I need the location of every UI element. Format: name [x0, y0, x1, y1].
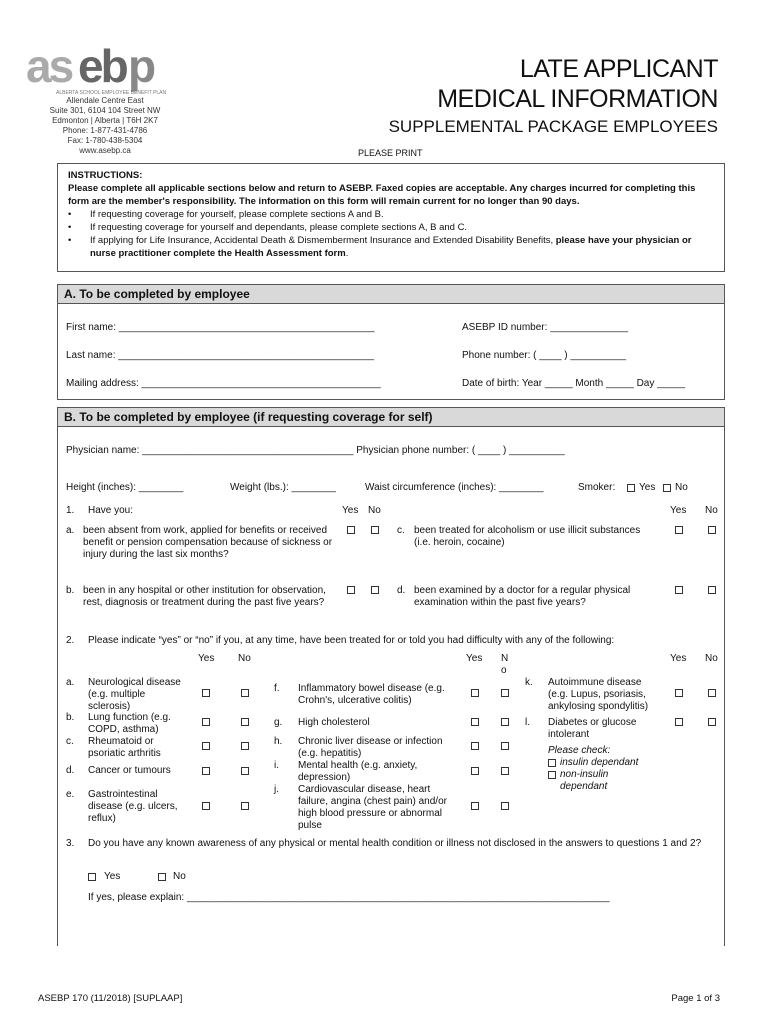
- q2f-yes-checkbox[interactable]: [471, 689, 479, 697]
- q2-text: Please indicate “yes” or “no” if you, at any time, have been treated for or told you had difficulty with any of the following:: [88, 635, 615, 646]
- non-insulin-label: non-insulin dependant: [560, 769, 609, 792]
- address-line: www.asebp.ca: [79, 146, 131, 155]
- q2c-yes-checkbox[interactable]: [202, 742, 210, 750]
- q1-number: 1.: [66, 505, 75, 516]
- q3-no-label: No: [173, 871, 186, 882]
- q2-item-text: Rheumatoid or psoriatic arthritis: [88, 736, 161, 759]
- q1c-yes-checkbox[interactable]: [675, 526, 683, 534]
- q1-item-text: been treated for alcoholism or use illicit substances (i.e. heroin, cocaine): [414, 525, 641, 548]
- q2-item-text: Neurological disease (e.g. multiple sclerosis): [88, 677, 181, 712]
- bullet-3: • If applying for Life Insurance, Accidental Death & Dismemberment Insurance and Extended Disability Benefits, please have your physician or nurse practitioner complete the Health Assessment form.: [68, 235, 692, 259]
- q2-item-text: Chronic liver disease or infection (e.g. hepatitis): [298, 736, 443, 759]
- q2-letter: j.: [274, 784, 279, 795]
- q2d-no-checkbox[interactable]: [241, 767, 249, 775]
- smoker-no-label: No: [675, 482, 688, 493]
- smoker-yes-checkbox[interactable]: [627, 484, 635, 492]
- insulin-dependant-checkbox[interactable]: [548, 759, 556, 767]
- address-line: Suite 301, 6104 104 Street NW: [49, 106, 161, 115]
- q2e-yes-checkbox[interactable]: [202, 802, 210, 810]
- q2-item-text: Lung function (e.g. COPD, asthma): [88, 712, 171, 735]
- bullet-text: If requesting coverage for yourself and dependants, please complete sections A, B and C.: [90, 222, 468, 233]
- asebp-id-field[interactable]: ASEBP ID number: ______________: [462, 322, 629, 333]
- q2-yes-header: Yes: [198, 653, 215, 664]
- q1a-yes-checkbox[interactable]: [347, 526, 355, 534]
- q2-item-text: Mental health (e.g. anxiety, depression): [298, 760, 418, 783]
- q2-number: 2.: [66, 635, 75, 646]
- q3-yes-label: Yes: [104, 871, 121, 882]
- smoker-yes-label: Yes: [639, 482, 656, 493]
- q1-item-letter: d.: [397, 585, 406, 596]
- section-a-header: A. To be completed by employee: [57, 284, 725, 304]
- instructions-box: [57, 163, 725, 272]
- bullet-bold-text: please have your physician or nurse practitioner complete the Health Assessment form: [90, 235, 692, 259]
- q2-letter: e.: [66, 789, 75, 800]
- q3-yes-checkbox[interactable]: [88, 873, 96, 881]
- q2-no-header: No: [705, 653, 718, 664]
- q2-item-text: Cancer or tumours: [88, 765, 171, 776]
- q1-yes-header-right: Yes: [670, 505, 687, 516]
- smoker-no-checkbox[interactable]: [663, 484, 671, 492]
- q2-letter: d.: [66, 765, 75, 776]
- q2b-no-checkbox[interactable]: [241, 718, 249, 726]
- instructions-heading: INSTRUCTIONS:: [68, 170, 143, 181]
- q2d-yes-checkbox[interactable]: [202, 767, 210, 775]
- q2g-yes-checkbox[interactable]: [471, 718, 479, 726]
- q2-item-text: High cholesterol: [298, 717, 370, 728]
- address-line: Phone: 1-877-431-4786: [62, 126, 148, 135]
- title-line3: SUPPLEMENTAL PACKAGE EMPLOYEES: [388, 117, 718, 136]
- q1-item-letter: c.: [397, 525, 405, 536]
- bullet-1: • If requesting coverage for yourself, please complete sections A and B.: [68, 209, 384, 220]
- bullet-end: .: [345, 248, 349, 259]
- svg-text:p: p: [128, 42, 157, 92]
- q2-item-text: Diabetes or glucose intolerant: [548, 717, 637, 740]
- q1d-yes-checkbox[interactable]: [675, 586, 683, 594]
- q2-letter: l.: [525, 717, 530, 728]
- q1a-no-checkbox[interactable]: [371, 526, 379, 534]
- q2l-yes-checkbox[interactable]: [675, 718, 683, 726]
- asebp-logo: [26, 42, 178, 100]
- q1-no-header-right: No: [705, 505, 718, 516]
- q2-letter: b.: [66, 712, 75, 723]
- title-line1: LATE APPLICANT: [519, 55, 718, 83]
- non-insulin-checkbox[interactable]: [548, 771, 556, 779]
- insulin-dependant-label: insulin dependant: [560, 757, 639, 768]
- q1-item-text: been in any hospital or other institution for observation, rest, diagnosis or treatment during the past five years?: [83, 585, 326, 608]
- q2k-yes-checkbox[interactable]: [675, 689, 683, 697]
- form-id: ASEBP 170 (11/2018) [SUPLAAP]: [38, 993, 183, 1004]
- q2-letter: a.: [66, 677, 75, 688]
- q2h-no-checkbox[interactable]: [501, 742, 509, 750]
- smoker-label: Smoker:: [578, 482, 616, 493]
- q2-no-header: No: [238, 653, 251, 664]
- q2a-yes-checkbox[interactable]: [202, 689, 210, 697]
- physician-field[interactable]: Physician name: ______________________________________ Physician phone number: ( ____ ) __________: [66, 445, 565, 456]
- q1b-yes-checkbox[interactable]: [347, 586, 355, 594]
- q2-letter: f.: [274, 683, 280, 694]
- q2f-no-checkbox[interactable]: [501, 689, 509, 697]
- svg-text:ALBERTA SCHOOL EMPLOYEE BENEFI: ALBERTA SCHOOL EMPLOYEE BENEFIT PLAN: [56, 90, 167, 96]
- q2-letter: i.: [274, 760, 279, 771]
- phone-field[interactable]: Phone number: ( ____ ) __________: [462, 350, 627, 361]
- q1-item-letter: a.: [66, 525, 75, 536]
- q1-item-text: been examined by a doctor for a regular physical examination within the past five years?: [414, 585, 631, 608]
- section-b-header: B. To be completed by employee (if requesting coverage for self): [57, 407, 725, 427]
- q3-explain-field[interactable]: If yes, please explain: ____________________________________________________________________________: [88, 892, 610, 903]
- q1d-no-checkbox[interactable]: [708, 586, 716, 594]
- last-name-field[interactable]: Last name: ______________________________________________: [66, 350, 375, 361]
- q1b-no-checkbox[interactable]: [371, 586, 379, 594]
- q2-letter: g.: [274, 717, 283, 728]
- address-line: Fax: 1-780-438-5304: [67, 136, 143, 145]
- q1-yes-header: Yes: [342, 505, 359, 516]
- q1c-no-checkbox[interactable]: [708, 526, 716, 534]
- page-number: Page 1 of 3: [671, 993, 720, 1004]
- q2-yes-header: Yes: [466, 653, 483, 664]
- title-line2: MEDICAL INFORMATION: [437, 85, 718, 113]
- bullet-text: If applying for Life Insurance, Accidental Death & Dismemberment Insurance and Extended Disability Benefits,: [90, 235, 556, 246]
- q2-letter: c.: [66, 736, 74, 747]
- q2e-no-checkbox[interactable]: [241, 802, 249, 810]
- waist-field[interactable]: Waist circumference (inches): ________: [365, 482, 544, 493]
- dob-field[interactable]: Date of birth: Year _____ Month _____ Day _____: [462, 378, 685, 389]
- first-name-field[interactable]: First name: ______________________________________________: [66, 322, 375, 333]
- please-check-label: Please check:: [548, 745, 611, 756]
- q1-text: Have you:: [88, 505, 134, 516]
- q2-no-header: N o: [501, 653, 509, 676]
- svg-text:as: as: [26, 42, 72, 92]
- q2c-no-checkbox[interactable]: [241, 742, 249, 750]
- q2-item-text: Cardiovascular disease, heart failure, angina (chest pain) and/or high blood pressure or abnormal pulse: [298, 784, 447, 831]
- instructions-text: Please complete all applicable sections below and return to ASEBP. Faxed copies are acceptable. Any charges incurred for completing this form are the member's responsibility. The information on this form will remain current for no longer than 90 days.: [68, 183, 696, 207]
- mailing-address-field[interactable]: Mailing address: ___________________________________________: [66, 378, 381, 389]
- height-field[interactable]: Height (inches): ________: [66, 482, 184, 493]
- q2i-yes-checkbox[interactable]: [471, 767, 479, 775]
- weight-field[interactable]: Weight (lbs.): ________: [230, 482, 336, 493]
- please-print: PLEASE PRINT: [358, 148, 423, 158]
- q2b-yes-checkbox[interactable]: [202, 718, 210, 726]
- q1-item-text: been absent from work, applied for benefits or received benefit or pension compensation because of sickness or injury during the last six months?: [83, 525, 333, 560]
- q2h-yes-checkbox[interactable]: [471, 742, 479, 750]
- q2-item-text: Autoimmune disease (e.g. Lupus, psoriasis, ankylosing spondylitis): [548, 677, 649, 712]
- q2g-no-checkbox[interactable]: [501, 718, 509, 726]
- q3-text: Do you have any known awareness of any physical or mental health condition or illness not disclosed in the answers to questions 1 and 2?: [88, 838, 702, 849]
- bullet-2: • If requesting coverage for yourself and dependants, please complete sections A, B and C.: [68, 222, 468, 233]
- q2-item-text: Inflammatory bowel disease (e.g. Crohn's, ulcerative colitis): [298, 683, 445, 706]
- org-address: [40, 96, 170, 156]
- q2-item-text: Gastrointestinal disease (e.g. ulcers, reflux): [88, 789, 178, 824]
- q2-letter: k.: [525, 677, 533, 688]
- q2a-no-checkbox[interactable]: [241, 689, 249, 697]
- q2k-no-checkbox[interactable]: [708, 689, 716, 697]
- q2l-no-checkbox[interactable]: [708, 718, 716, 726]
- bullet-text: If requesting coverage for yourself, please complete sections A and B.: [90, 209, 384, 220]
- q2j-no-checkbox[interactable]: [501, 802, 509, 810]
- address-line: Edmonton | Alberta | T6H 2K7: [52, 116, 158, 125]
- address-line: Allendale Centre East: [66, 96, 144, 105]
- q2j-yes-checkbox[interactable]: [471, 802, 479, 810]
- q2i-no-checkbox[interactable]: [501, 767, 509, 775]
- q1-item-letter: b.: [66, 585, 75, 596]
- q3-no-checkbox[interactable]: [158, 873, 166, 881]
- svg-text:eb: eb: [78, 42, 126, 92]
- q2-yes-header: Yes: [670, 653, 687, 664]
- q2-letter: h.: [274, 736, 283, 747]
- q1-no-header: No: [368, 505, 381, 516]
- q3-number: 3.: [66, 838, 75, 849]
